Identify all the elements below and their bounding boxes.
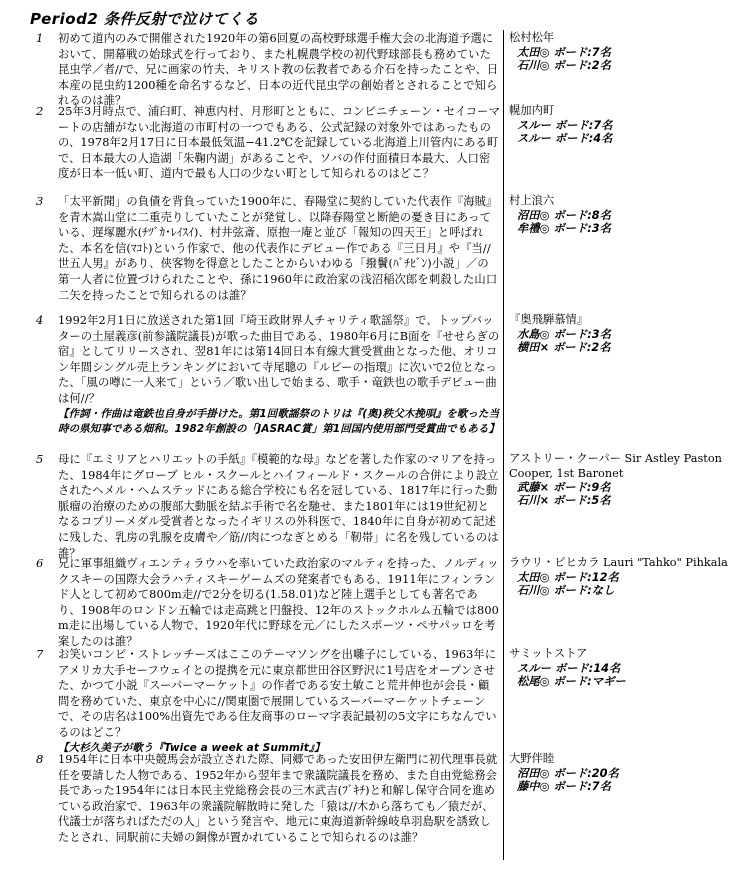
question-note: 【大杉久美子が歌う『Twice a week at Summit』】 <box>58 741 325 754</box>
question-body: 1992年2月1日に放送された第1回『埼玉政財界人チャリティ歌謡祭』で、トップバッターの土屋義彦(前参議院議長)が歌った曲目である、1980年6月にB面を『せせらぎの宿』としてリリースされ、翌81年には第14回日本有線大賞受賞曲となった他、オリコン年間シングル売上ランキングにおいて寺尾聰の『ルビーの指環』に次いで2位となった、「風の噂に一人来て」という／歌い出しで始まる、歌手・竜鉄也の歌手デビュー曲は何//？ <box>58 314 500 405</box>
question-3 <box>36 194 500 303</box>
result-line: スルー ボード:7名 <box>517 118 613 132</box>
result-line: 水島◎ ボード:3名 <box>517 327 611 341</box>
result-line: 松尾◎ ボード:マギー <box>517 674 626 688</box>
answer-text: 大野伴睦 <box>509 752 555 765</box>
question-6 <box>36 556 500 650</box>
result-line: 横田× ボード:2名 <box>517 340 611 354</box>
question-4 <box>36 313 500 438</box>
question-text: 1954年に日本中央競馬会が設立された際、同郷であった安田伊左衛門に初代理事長就任を要請した人物である、1952年から翌年まで衆議院議長を務め、また自由党総務会長であった1954年には日本民主党総務会長の三木武吉(ﾌﾞｷﾁ)と和解し保守合同を進めている政治家で、1963年の衆議院解散時に発した「猿は//木から落ちても／猿だが、代議士が落ちればただの人」という発言や、地元に東海道新幹線岐阜羽島駅を誘致したとされ、同駅前に夫婦の銅像が置かれていることで知られるのは誰？ <box>58 753 498 844</box>
question-text <box>58 647 500 756</box>
question-1 <box>36 31 500 109</box>
result-line: 石川◎ ボード:なし <box>517 583 615 597</box>
question-number: 2 <box>36 104 44 118</box>
answer-text: ラウリ・ピヒカラ Lauri "Tahko" Pihkala <box>509 556 728 569</box>
answer-6 <box>509 556 741 597</box>
answer-text: 松村松年 <box>509 31 555 44</box>
question-number: 3 <box>36 194 44 208</box>
question-text: 兄に軍事組織ヴィエンティラウハを率いていた政治家のマルティを持った、ノルディックスキーの国際大会ラハティスキーゲームズの発案者でもある、1911年にフィンランド人として初めて800m走//で2分を切る(1.58.01)など陸上選手としても著名であり、1908年のロンドン五輪では走高跳と円盤投、12年のストックホルム五輪では800m走に出場している人物で、1920年代に野球を元／にしたスポーツ・ペサパッロを考案したのは誰？ <box>58 557 499 648</box>
question-7 <box>36 647 500 756</box>
result-line: スルー ボード:14名 <box>517 661 621 675</box>
result-line: 石川× ボード:5名 <box>517 494 611 507</box>
answer-text: 『奥飛騨慕情』 <box>509 313 589 326</box>
result-line: 牟禮◎ ボード:3名 <box>517 221 611 235</box>
result-line: 武藤× ボード:9名 <box>517 481 611 494</box>
question-text: 「太平新聞」の負債を背負っていた1900年に、春陽堂に契約していた代表作『海賊』を青木嵩山堂に二重売りしていたことが発覚し、以降春陽堂と断絶の憂き目にあっている、遅塚麗水(ﾁﾂﾞｶ･ﾚｲｽｲ)、村井弦斎、原抱一庵と並び「報知の四天王」と呼ばれた、本名を信(ﾏｺﾄ)という作家で、他の代表作にデビュー作である『三日月』や『当//世五人男』があり、侠客物を得意としたことからいわゆる「撥鬢(ﾊﾞﾁﾋﾞﾝ)小説」／の第一人者に位置づけられたことや、孫に1960年に政治家の浅沼稲次郎を刺殺した山口二矢を持ったことで知られるのは誰？ <box>58 195 498 302</box>
answer-1 <box>509 31 741 72</box>
answer-text: アストリー・クーパー Sir Astley Paston Cooper, 1st Baronet <box>509 452 722 480</box>
result-line: 藤中◎ ボード:7名 <box>517 779 611 793</box>
result-line: 沼田◎ ボード:8名 <box>517 208 611 222</box>
question-text: 母に『エミリアとハリエットの手紙』『模範的な母』などを著した作家のマリアを持った、1984年にグローブ ヒル・スクールとハイフィールド・スクールの合併により設立されたヘメル・ヘムステッドにある総合学校にも名を冠している、1817年に行った動脈瘤の治療のための腹部大動脈を結ぶ手術で名を馳せ、また1801年には19世紀初となるコプリーメダル受賞者となったイギリスの外科医で、1840年に自身が初めて記述に残した、乳房の乳腺を皮膚や／筋//肉につなぎとめる「靭帯」に名を残しているのは誰？ <box>58 453 499 560</box>
answer-7 <box>509 647 741 688</box>
question-8 <box>36 752 500 846</box>
column-divider <box>503 30 504 860</box>
question-note: 【作詞・作曲は竜鉄也自身が手掛けた。第1回歌謡祭のトリは『(奥)秩父木挽唄』を歌った当時の県知事である畑和。1982年創設の「JASRAC賞」第1回国内使用部門受賞曲でもある】 <box>58 407 500 436</box>
result-line: 沼田◎ ボード:20名 <box>517 766 619 780</box>
question-body: お笑いコンビ・ストレッチーズはここのテーマソングを出囃子にしている、1963年にアメリカ大手セーフウェイとの提携を元に東京都世田谷区野沢に1号店をオープンさせた、かつて小説『スーパーマーケット』の作者である安土敏こと荒井伸也が会長・顧問を務めていた、東京を中心に//関東圏で展開しているスーパーマーケットチェーンで、その店名は100%出資先である住友商事のローマ字表記最初の5文字にちなんでいるのはどこ？ <box>58 648 497 739</box>
answer-4 <box>509 313 741 354</box>
question-number: 8 <box>36 752 44 766</box>
question-text: 25年3月時点で、浦臼町、神恵内村、月形町とともに、コンビニチェーン・セイコーマートの店舗がない北海道の市町村の一つでもある、公式記録の対象外ではあったものの、1978年2月17日に日本最低気温−41.2℃を記録している北海道上川管内にある町で、日本最大の人造湖「朱鞠内湖」があることや、ソバの作付面積日本最大、人口密度が日本一低い町、道内で最も人口の少ない町として知られるのはどこ？ <box>58 105 500 181</box>
answer-8 <box>509 752 741 793</box>
question-number: 6 <box>36 556 44 570</box>
answer-3 <box>509 194 741 235</box>
result-line: 石川◎ ボード:2名 <box>517 58 611 72</box>
result-line: 太田◎ ボード:7名 <box>517 45 611 59</box>
question-number: 7 <box>36 647 44 661</box>
answer-text: サミットストア <box>509 647 588 660</box>
question-number: 4 <box>36 313 44 327</box>
result-line: スルー ボード:4名 <box>517 131 613 145</box>
question-2 <box>36 104 500 182</box>
question-number: 5 <box>36 452 44 466</box>
page-title: Period2 条件反射で泣けてくる <box>30 10 260 28</box>
answer-text: 村上浪六 <box>509 194 555 207</box>
answer-text: 幌加内町 <box>509 104 555 117</box>
answer-5 <box>509 452 741 507</box>
question-text <box>58 313 500 438</box>
question-5 <box>36 452 500 561</box>
question-number: 1 <box>36 31 44 45</box>
answer-2 <box>509 104 741 145</box>
result-line: 太田◎ ボード:12名 <box>517 570 619 584</box>
question-text: 初めて道内のみで開催された1920年の第6回夏の高校野球選手権大会の北海道予選において、開幕戦の始球式を行っており、また札幌農学校の初代野球部長も務めていた昆虫学／者//で、兄に画家の竹夫、キリスト教の伝教者である介石を持ったことや、日本産の昆虫約1200種を命名するなど、日本の近代昆虫学の創始者とされることで知られるのは誰？ <box>58 32 499 108</box>
